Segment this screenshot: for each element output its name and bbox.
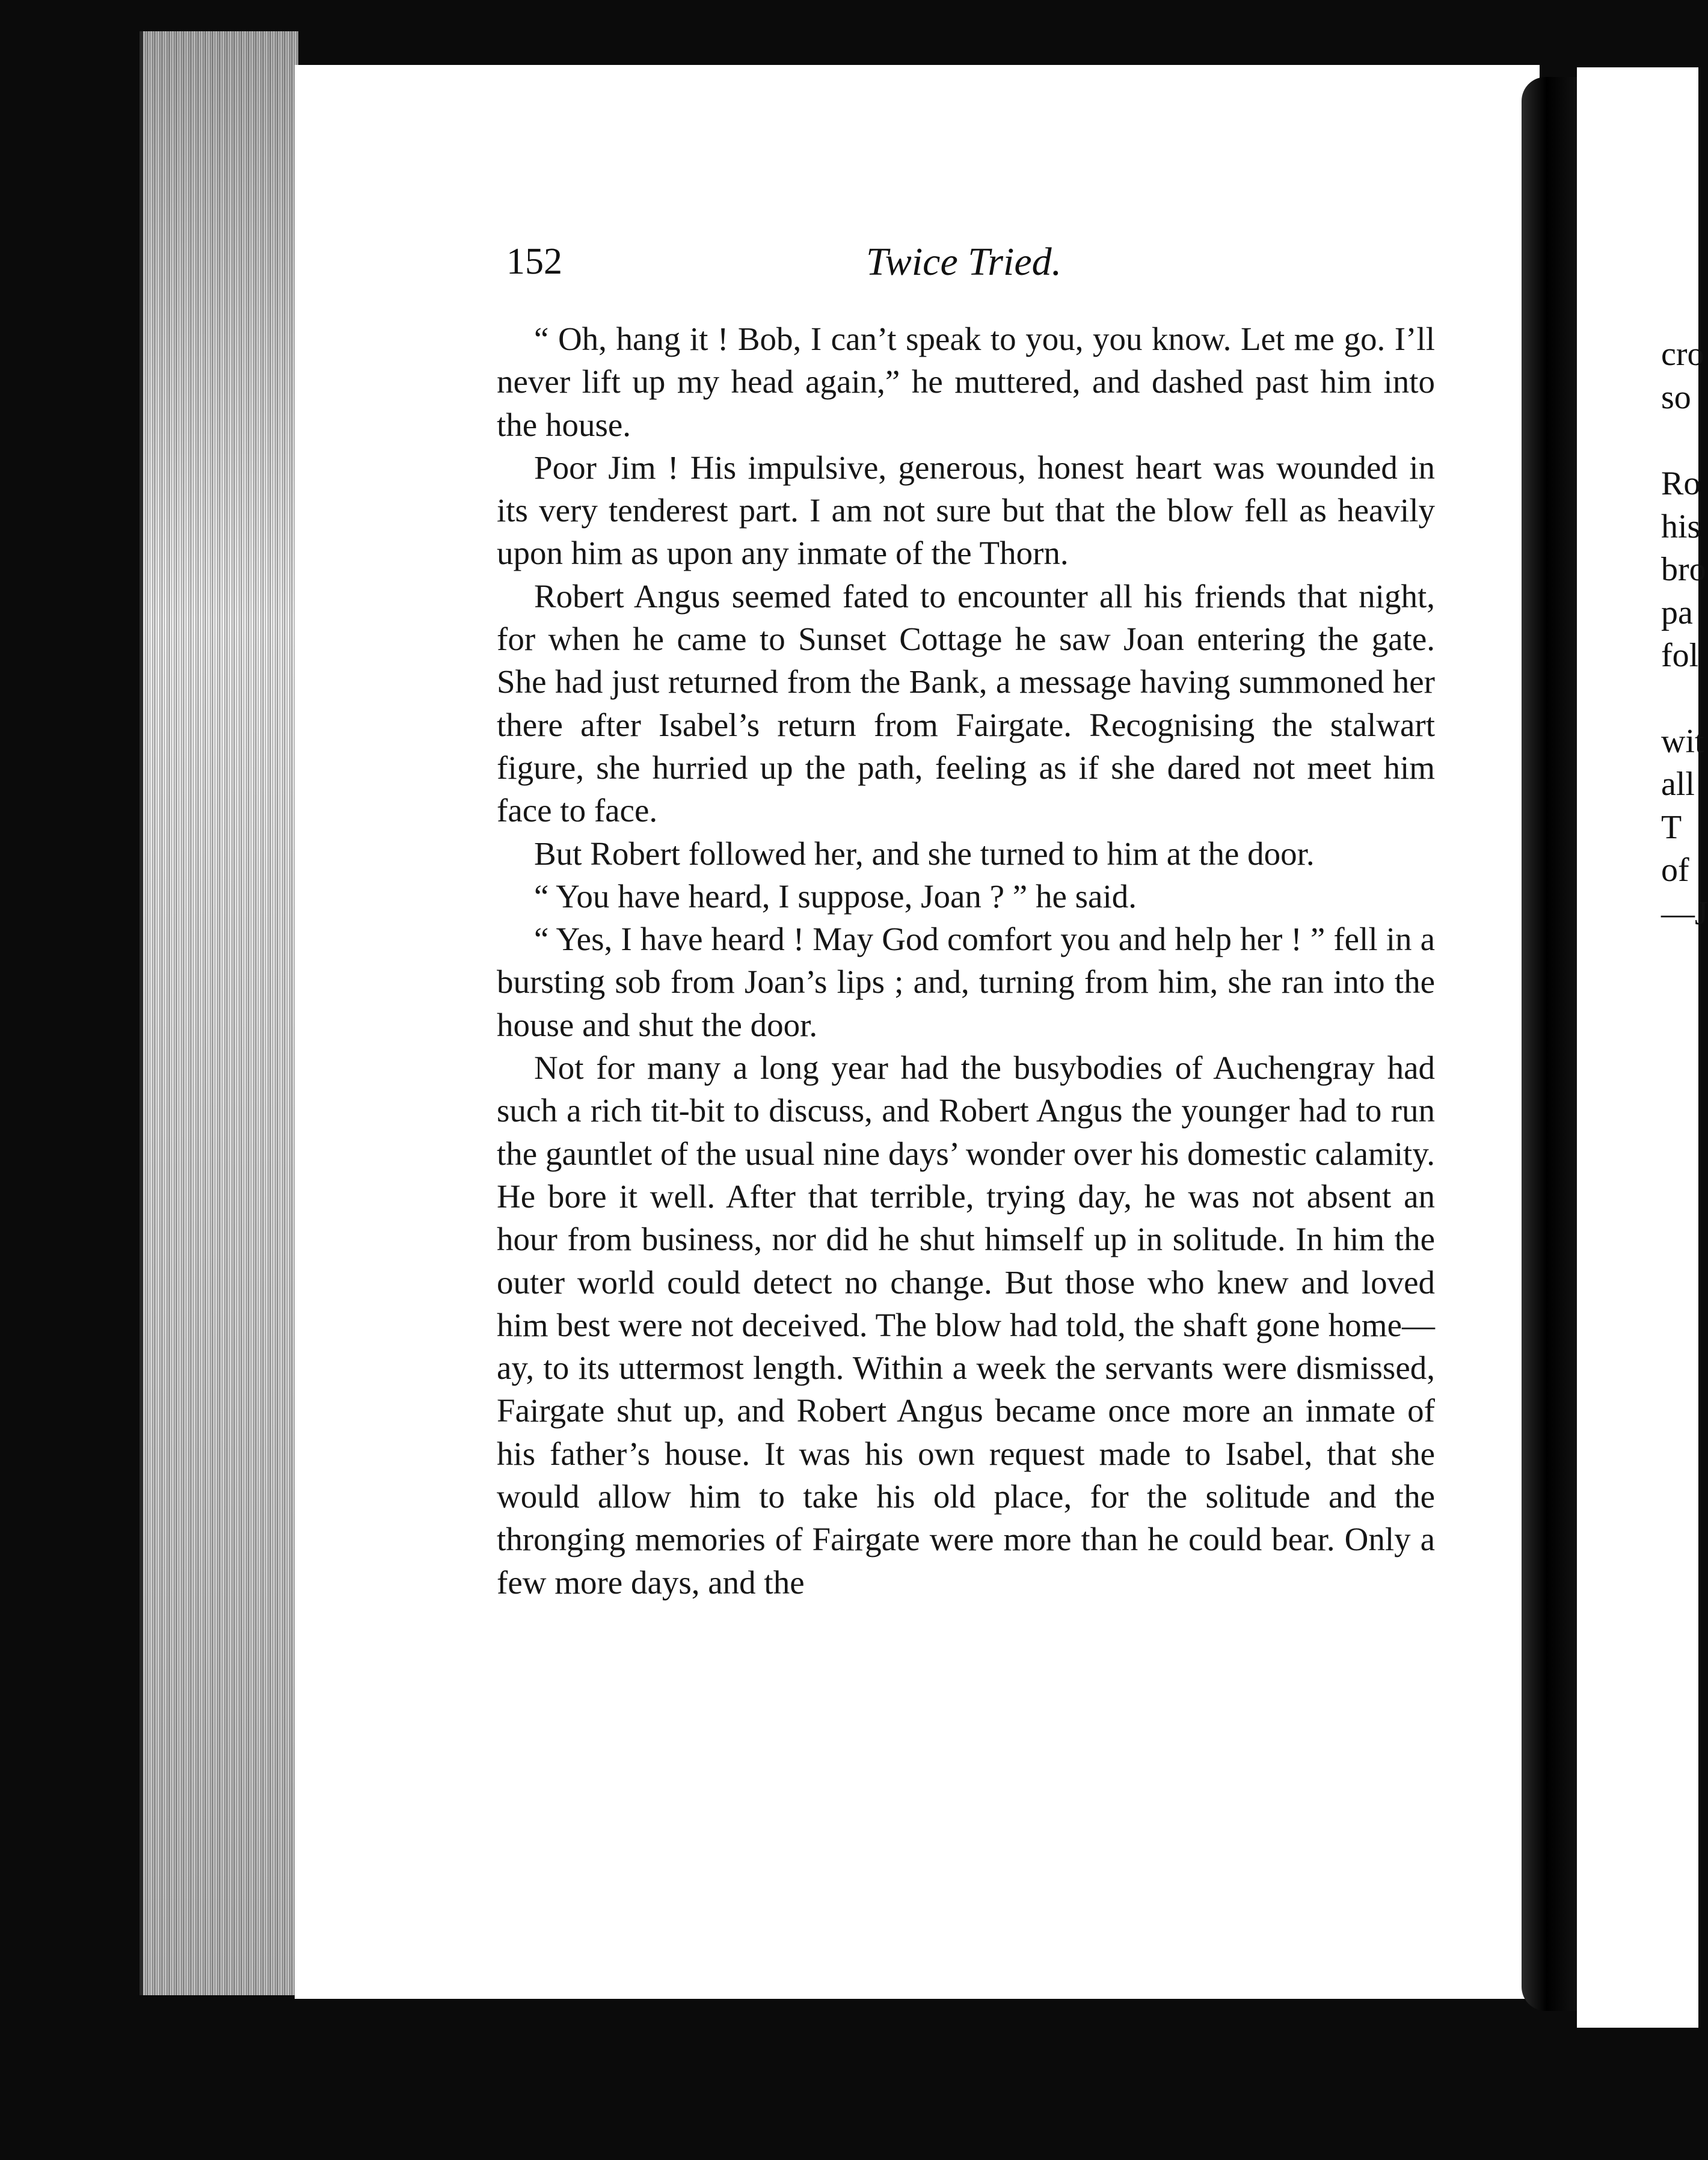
facing-fragment: his [1661, 508, 1701, 545]
book-gutter [1522, 77, 1577, 2011]
facing-fragment: cro [1661, 336, 1704, 373]
paragraph: Robert Angus seemed fated to encounter all his friends that night, for when he came to Sunset Cottage he saw Joan entering the gate. She had just returned from the Bank, a message having summoned her there after Isabel’s return from Fairgate. Recognising the stalwart figure, she hurried up the path, feeling as if she dared not meet him face to face. [497, 577, 1435, 829]
facing-fragment: T [1661, 809, 1682, 846]
facing-fragment: of [1661, 851, 1689, 889]
facing-fragment: bro [1661, 551, 1706, 588]
page-number: 152 [506, 241, 562, 282]
facing-fragment: so [1661, 379, 1691, 416]
facing-page [1577, 67, 1708, 2028]
paragraph: “ You have heard, I suppose, Joan ? ” he said. [534, 877, 1137, 915]
facing-fragment: Ro [1661, 465, 1701, 502]
paragraph: “ Yes, I have heard ! May God comfort you and help her ! ” fell in a bursting sob from Joan’s lips ; and, turning from him, she ran into the house and shut the door. [497, 921, 1435, 1043]
running-title: Twice Tried. [866, 240, 1062, 284]
paragraph: But Robert followed her, and she turned to him at the door. [534, 835, 1315, 872]
facing-fragment: wit [1661, 723, 1704, 760]
facing-fragment: pa [1661, 594, 1693, 631]
paragraph: Not for many a long year had the busybodies of Auchengray had such a rich tit-bit to discuss, and Robert Angus the younger had to run the gauntlet of the usual nine days’ wonder over his domestic calamity. He bore it well. After that terrible, trying day, he was not absent an hour from business, nor did he shut himself up in solitude. In him the outer world could detect no change. But those who knew and loved him best were not deceived. The blow had told, the shaft gone home—ay, to its uttermost length. Within a week the servants were dismissed, Fairgate shut up, and Robert Angus became once more an inmate of his father’s house. It was his own request made to Isabel, that she would allow him to take his old place, for the solitude and the thronging memories of Fairgate were more than he could bear. Only a few more days, and the [497, 1049, 1435, 1601]
paragraph: “ Oh, hang it ! Bob, I can’t speak to you, you know. Let me go. I’ll never lift up my head again,” he muttered, and dashed past him into the house. [497, 321, 1435, 443]
page-edges [140, 31, 298, 1995]
body-text [497, 318, 1435, 1604]
facing-fragment: —J [1661, 895, 1708, 932]
facing-fragment: all [1661, 766, 1695, 803]
facing-fragment: fol [1661, 637, 1699, 674]
paragraph: Poor Jim ! His impulsive, generous, honest heart was wounded in its very tenderest part. I am not sure but that the blow fell as heavily upon him as upon any inmate of the Thorn. [497, 449, 1435, 572]
